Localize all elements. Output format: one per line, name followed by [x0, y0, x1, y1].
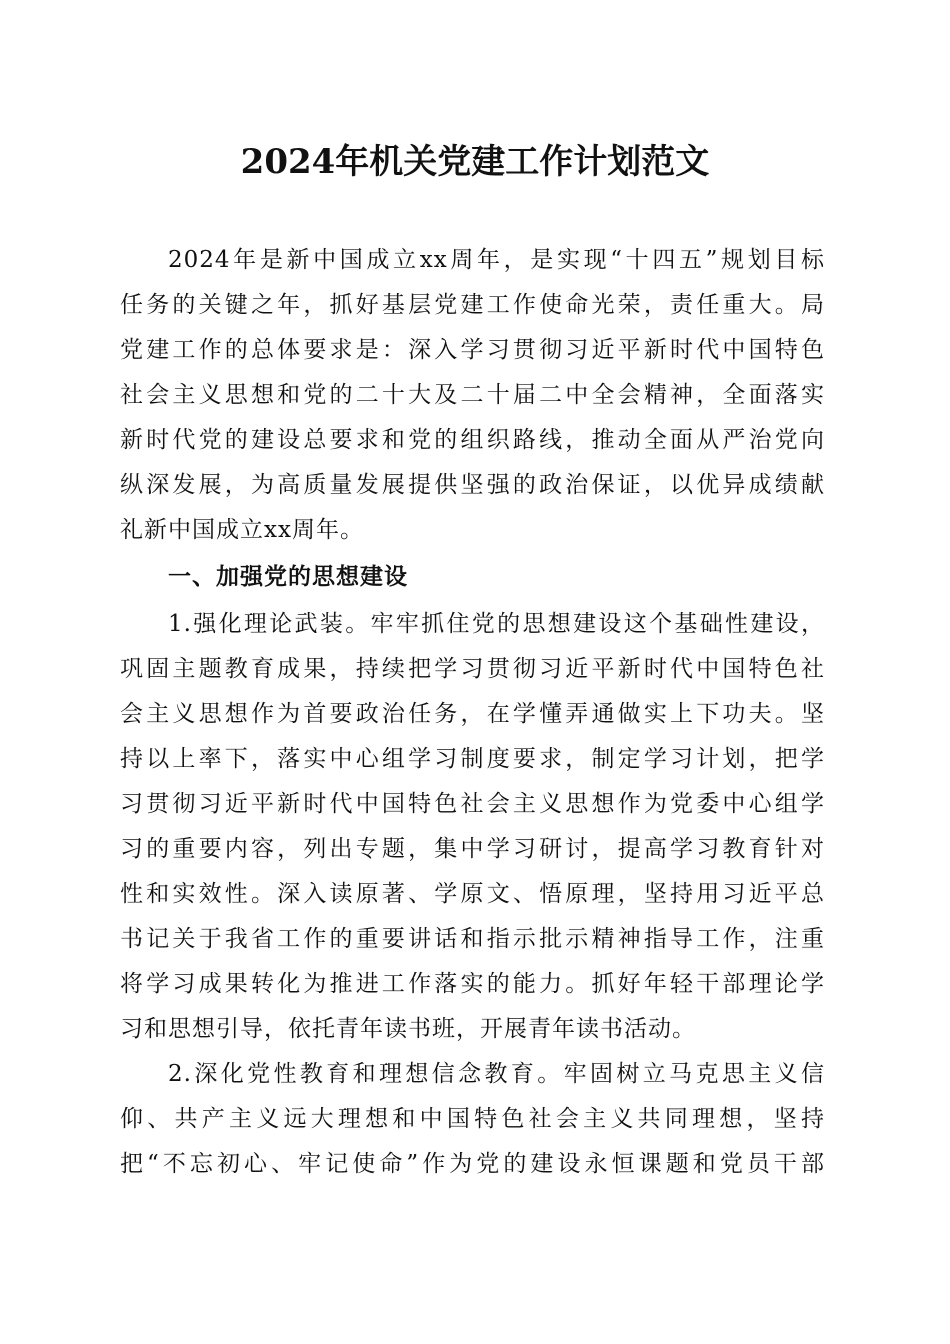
item-2-line: 仰、共产主义远大理想和中国特色社会主义共同理想，坚持 — [120, 1106, 825, 1132]
section-heading: 一、加强党的思想建设 — [168, 564, 408, 590]
item-1-line: 习和思想引导，依托青年读书班，开展青年读书活动。 — [120, 1016, 696, 1042]
item-1-line: 将学习成果转化为推进工作落实的能力。抓好年轻干部理论学 — [120, 971, 825, 997]
intro-line: 党建工作的总体要求是：深入学习贯彻习近平新时代中国特色 — [120, 337, 825, 363]
item-1-line: 习贯彻习近平新时代中国特色社会主义思想作为党委中心组学 — [120, 791, 825, 817]
item-1-line: 习的重要内容，列出专题，集中学习研讨，提高学习教育针对 — [120, 836, 825, 862]
item-2-paragraph — [120, 1052, 825, 1187]
item-1-line: 持以上率下，落实中心组学习制度要求，制定学习计划，把学 — [120, 746, 825, 772]
intro-line: 礼新中国成立xx周年。 — [120, 517, 364, 543]
document-body — [120, 238, 825, 1187]
item-1-line: 性和实效性。深入读原著、学原文、悟原理，坚持用习近平总 — [120, 881, 825, 907]
item-1-line: 1.强化理论武装。牢牢抓住党的思想建设这个基础性建设， — [168, 611, 825, 637]
intro-paragraph — [120, 238, 825, 553]
document-title: 2024年机关党建工作计划范文 — [240, 142, 710, 182]
intro-line: 纵深发展，为高质量发展提供坚强的政治保证，以优异成绩献 — [120, 472, 825, 498]
intro-line: 任务的关键之年，抓好基层党建工作使命光荣，责任重大。局 — [120, 292, 825, 318]
intro-line: 新时代党的建设总要求和党的组织路线，推动全面从严治党向 — [120, 427, 825, 453]
item-1-line: 巩固主题教育成果，持续把学习贯彻习近平新时代中国特色社 — [120, 656, 825, 682]
item-1-line: 书记关于我省工作的重要讲话和指示批示精神指导工作，注重 — [120, 926, 825, 952]
item-2-line: 2.深化党性教育和理想信念教育。牢固树立马克思主义信 — [168, 1061, 825, 1087]
item-2-line: 把“不忘初心、牢记使命”作为党的建设永恒课题和党员干部 — [120, 1151, 825, 1177]
item-1-paragraph — [120, 602, 825, 1052]
intro-line: 2024年是新中国成立xx周年，是实现“十四五”规划目标 — [168, 247, 825, 273]
intro-line: 社会主义思想和党的二十大及二十届二中全会精神，全面落实 — [120, 382, 825, 408]
item-1-line: 会主义思想作为首要政治任务，在学懂弄通做实上下功夫。坚 — [120, 701, 825, 727]
